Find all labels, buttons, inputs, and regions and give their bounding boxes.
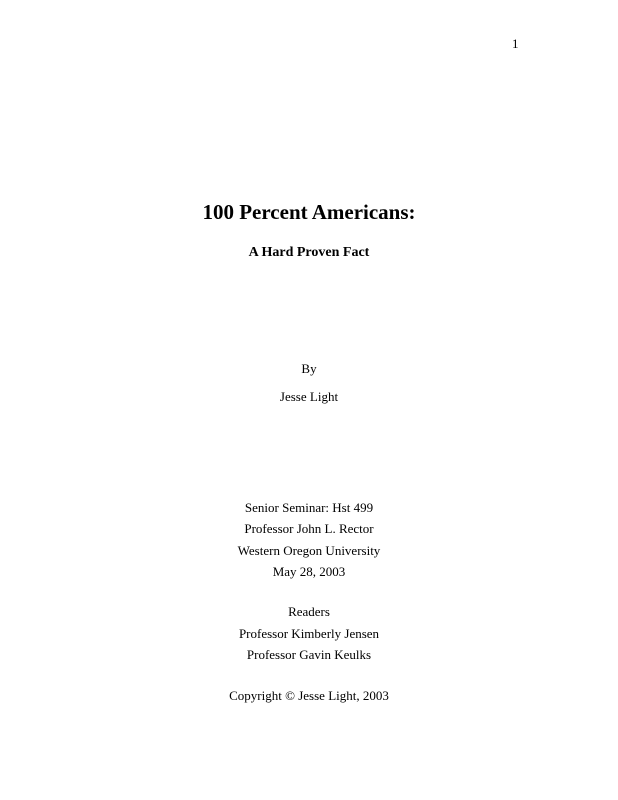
professor-line: Professor John L. Rector [244, 521, 374, 536]
page-number: 1 [512, 36, 519, 51]
date-line: May 28, 2003 [272, 564, 346, 579]
copyright-notice: Copyright © Jesse Light, 2003 [229, 688, 389, 703]
reader-name: Professor Kimberly Jensen [238, 626, 380, 641]
course-line: Senior Seminar: Hst 499 [244, 500, 374, 515]
document-subtitle: A Hard Proven Fact [248, 245, 370, 260]
university-line: Western Oregon University [237, 543, 381, 558]
reader-name: Professor Gavin Keulks [246, 647, 372, 662]
byline-by: By [301, 361, 317, 376]
document-title: 100 Percent Americans: [202, 200, 416, 224]
author-name: Jesse Light [279, 389, 339, 404]
readers-heading: Readers [288, 604, 330, 619]
